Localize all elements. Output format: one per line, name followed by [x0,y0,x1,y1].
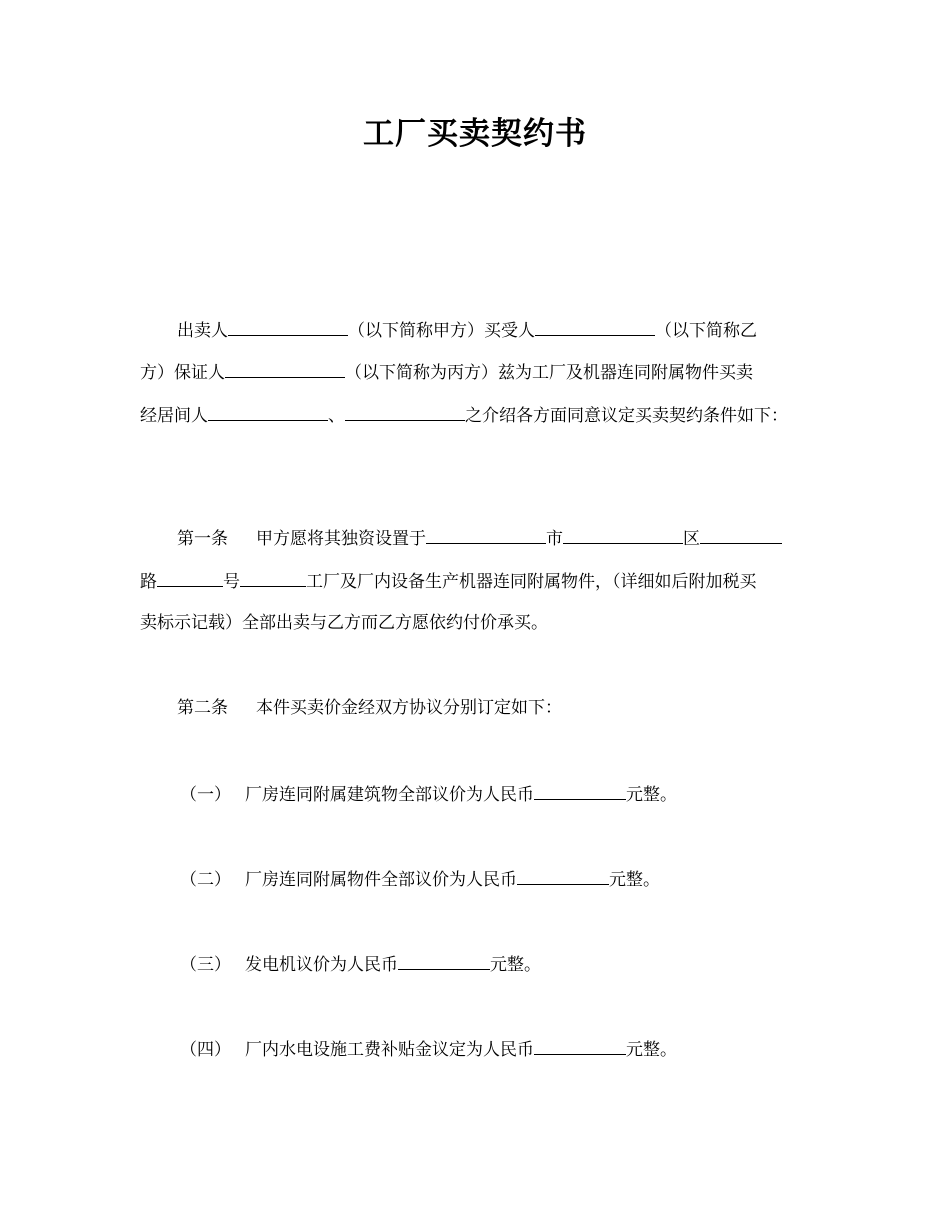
price-item [140,952,870,977]
buyer-blank [535,318,655,336]
article1-line-2 [140,569,830,594]
amount-blank [534,1037,626,1055]
document-title: 工厂买卖契约书 [363,116,587,152]
article1-text: 区 [683,529,700,549]
house-number-blank [240,569,306,587]
price-item-text: 厂房连同附属建筑物全部议价为人民币 [245,785,534,805]
preamble-text: 出卖人 [177,321,228,341]
article1-text: 甲方愿将其独资设置于 [256,529,426,549]
price-item-suffix: 元整。 [609,870,660,890]
price-item-number: （四） [180,1040,231,1060]
road-blank [700,526,782,544]
guarantor-blank [225,360,345,378]
broker-blank-2 [345,403,465,421]
article1-text: 路 [140,572,157,592]
preamble-line-1 [140,318,867,343]
price-item [140,1037,870,1062]
price-item [140,782,870,807]
price-item-text: 厂内水电设施工费补贴金议定为人民币 [245,1040,534,1060]
price-item [140,867,870,892]
amount-blank [517,867,609,885]
article1-text: 卖标示记载）全部出卖与乙方而乙方愿依约付价承买。 [140,613,548,633]
article1-line-3 [140,611,830,635]
preamble-line-3 [140,403,830,428]
price-item-number: （二） [180,870,231,890]
preamble-text: 之介绍各方面同意议定买卖契约条件如下： [465,406,788,426]
city-blank [426,526,546,544]
article1-text: 市 [546,529,563,549]
article2-label: 第二条 [177,698,228,718]
article1-label: 第一条 [177,529,228,549]
preamble-text: （以下简称甲方）买受人 [348,321,535,341]
price-item-suffix: 元整。 [626,1040,677,1060]
preamble-text: 经居间人 [140,406,208,426]
price-item-number: （一） [180,785,231,805]
price-item-number: （三） [180,955,231,975]
article2-line [140,696,867,720]
preamble-text: 、 [328,406,345,426]
amount-blank [534,782,626,800]
price-item-suffix: 元整。 [626,785,677,805]
price-item-suffix: 元整。 [490,955,541,975]
preamble-line-2 [140,360,830,385]
district-blank [563,526,683,544]
article2-text: 本件买卖价金经双方协议分别订定如下： [256,698,562,718]
preamble-text: （以下简称为丙方）兹为工厂及机器连同附属物件买卖 [345,363,753,383]
article1-line-1 [140,526,867,551]
article1-text: 工厂及厂内设备生产机器连同附属物件，（详细如后附加税买 [306,572,757,592]
amount-blank [398,952,490,970]
preamble-text: （以下简称乙 [655,321,757,341]
article1-text: 号 [223,572,240,592]
price-item-text: 发电机议价为人民币 [245,955,398,975]
price-item-text: 厂房连同附属物件全部议价为人民币 [245,870,517,890]
preamble-text: 方）保证人 [140,363,225,383]
road-number-blank [157,569,223,587]
broker-blank-1 [208,403,328,421]
seller-blank [228,318,348,336]
